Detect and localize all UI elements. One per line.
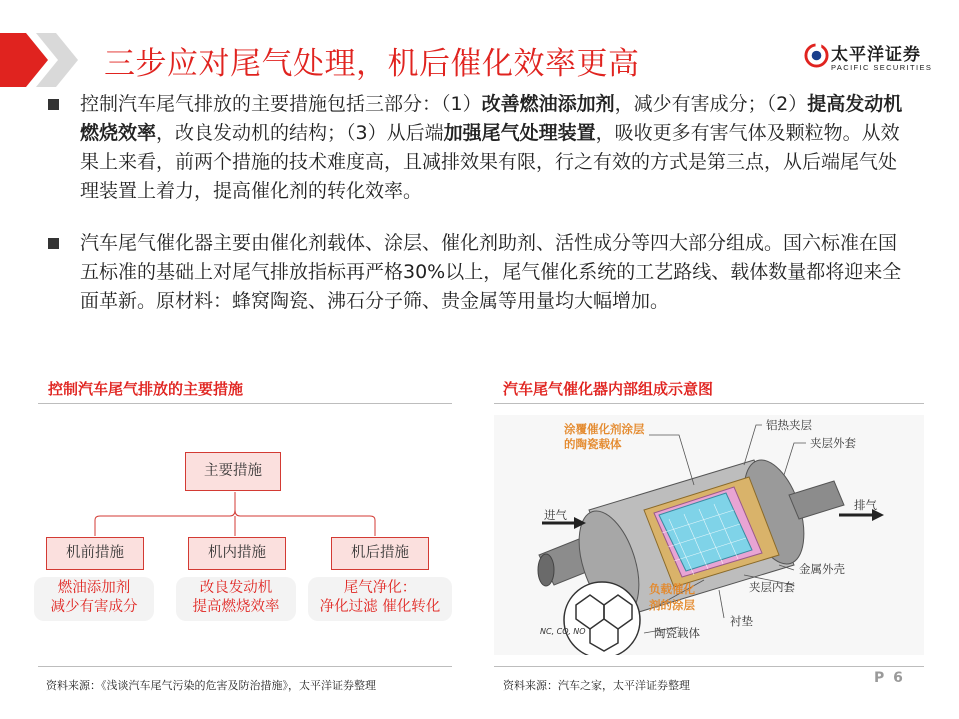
- ceramic-carrier-label: 陶瓷载体: [654, 626, 700, 640]
- in-engine-detail: [176, 577, 296, 621]
- square-bullet-icon: [48, 99, 59, 110]
- catalytic-converter-illustration: [494, 415, 924, 655]
- emphasis-text: 加强尾气处理装置: [443, 122, 596, 144]
- gas-formula-label: NC, CO, NO: [540, 627, 586, 636]
- pacific-logo-icon: [804, 43, 829, 68]
- detail-line: 净化过滤 催化转化: [319, 599, 441, 615]
- post-engine-measure-box: 机后措施: [331, 537, 429, 570]
- coated-ceramic-label-1: 涂覆催化剂涂层: [564, 422, 645, 436]
- root-measure-box: 主要措施: [185, 452, 281, 491]
- detail-line: 提高燃烧效率: [192, 599, 280, 615]
- right-footer-divider: [494, 666, 924, 667]
- converter-drawing: [494, 415, 924, 655]
- paragraph-text: [80, 90, 914, 206]
- outer-layer-label: 夹层外套: [810, 436, 856, 450]
- left-footer-divider: [38, 666, 452, 667]
- page-number: P 6: [874, 670, 905, 686]
- left-section-title: 控制汽车尾气排放的主要措施: [48, 380, 244, 398]
- bullet-paragraph: [48, 90, 914, 206]
- detail-line: 尾气净化：: [343, 580, 417, 596]
- aluminized-layer-label: 铝热夹层: [766, 418, 812, 432]
- text-segment: ，减少有害成分；（2）: [614, 93, 808, 115]
- detail-line: 燃油添加剂: [57, 580, 131, 596]
- title-chevron-icon: [0, 33, 80, 87]
- text-segment: 汽车尾气催化器主要由催化剂载体、涂层、催化剂助剂、活性成分等四大部分组成。国六标准在国五标准的基础上对尾气排放指标再严格30%以上，尾气催化系统的工艺路线、载体数量都将迎来全面革新。原材料：蜂窝陶瓷、沸石分子筛、贵金属等用量均大幅增加。: [80, 232, 902, 312]
- paragraph-text: [80, 229, 914, 316]
- loaded-coating-label-1: 负载催化: [649, 582, 695, 596]
- pre-engine-measure-box: 机前措施: [46, 537, 144, 570]
- coated-ceramic-label-2: 的陶瓷载体: [564, 437, 622, 451]
- emphasis-text: 改善燃油添加剂: [481, 93, 615, 115]
- logo-english-name: PACIFIC SECURITIES: [831, 63, 933, 72]
- right-section-divider: [494, 403, 924, 404]
- text-segment: ，吸收更多有害气体及颗粒物。从效果上来看，前两个措施的技术难度高，且减排效果有限，行之有效的方式是第三点，从后端尾气处理装置上着力，提高催化剂的转化效率。: [80, 122, 900, 202]
- post-engine-detail: [308, 577, 452, 621]
- emphasis-text: 提高发动机燃烧效率: [80, 93, 903, 144]
- pre-engine-detail: [34, 577, 154, 621]
- square-bullet-icon: [48, 238, 59, 249]
- left-section-divider: [38, 403, 452, 404]
- right-source-note: 资料来源：汽车之家，太平洋证券整理: [503, 679, 690, 692]
- liner-label: 衬垫: [730, 614, 753, 628]
- inlet-label: 进气: [544, 508, 567, 522]
- bullet-paragraph: [48, 229, 914, 316]
- detail-line: 改良发动机: [199, 580, 273, 596]
- metal-shell-label: 金属外壳: [799, 562, 845, 576]
- text-segment: 控制汽车尾气排放的主要措施包括三部分：（1）: [80, 93, 482, 115]
- inner-layer-label: 夹层内套: [749, 580, 795, 594]
- detail-line: 减少有害成分: [50, 599, 138, 615]
- company-logo: [804, 38, 936, 78]
- page-title: 三步应对尾气处理，机后催化效率更高: [104, 46, 640, 82]
- right-section-title: 汽车尾气催化器内部组成示意图: [503, 380, 714, 398]
- outlet-label: 排气: [854, 498, 877, 512]
- measures-tree-diagram: [40, 440, 460, 615]
- in-engine-measure-box: 机内措施: [188, 537, 286, 570]
- text-segment: ，改良发动机的结构；（3）从后端: [156, 122, 444, 144]
- left-source-note: 资料来源：《浅谈汽车尾气污染的危害及防治措施》，太平洋证券整理: [46, 679, 376, 692]
- loaded-coating-label-2: 剂的涂层: [649, 598, 695, 612]
- logo-chinese-name: 太平洋证券: [831, 45, 921, 65]
